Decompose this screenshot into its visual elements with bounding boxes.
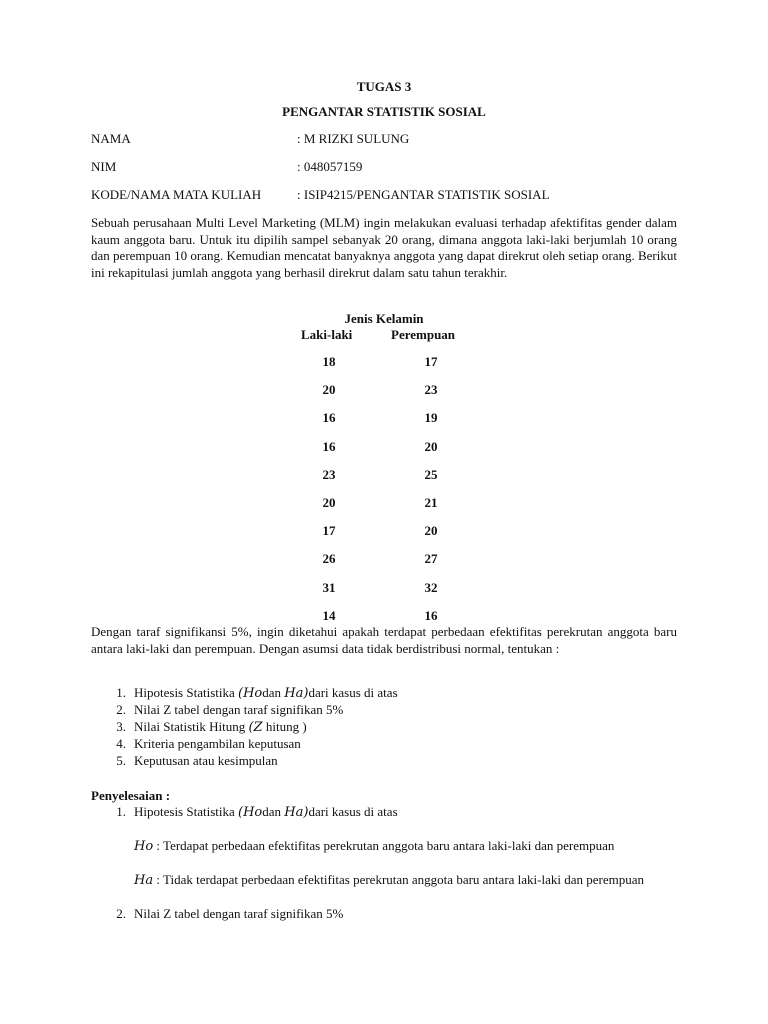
table-cell-perempuan: 23 — [424, 382, 438, 397]
table-cell-perempuan: 27 — [424, 551, 438, 566]
table-cell-laki-laki: 18 — [322, 354, 336, 369]
table-cell-perempuan: 20 — [424, 439, 438, 454]
table-cell-laki-laki: 31 — [322, 580, 336, 595]
nama-label: NAMA — [91, 131, 131, 146]
table-cell-laki-laki: 16 — [322, 439, 336, 454]
ho-symbol: (Ho — [238, 805, 263, 820]
table-cell-laki-laki: 23 — [322, 467, 336, 482]
table-cell-perempuan: 17 — [424, 354, 438, 369]
task-item-4 — [108, 736, 301, 752]
task-item-1 — [108, 685, 398, 702]
task-item-5 — [108, 753, 278, 769]
task-text: Hipotesis Statistika — [134, 804, 238, 819]
table-col1-header: Laki-laki — [301, 327, 353, 342]
task-item-2 — [108, 702, 343, 718]
intro-paragraph: Sebuah perusahaan Multi Level Marketing (MLM) ingin melakukan evaluasi terhadap afektifitas gender dalam kaum anggota baru. Untuk itu dipilih sampel sebanyak 20 orang, dimana anggota laki-laki berjumlah 10 orang dan perempuan 10 orang. Kemudian mencatat banyaknya anggota yang dapat direkrut oleh setiap orang. Berikut ini rekapitulasi jumlah anggota yang berhasil direkrut dalam satu tahun terakhir. — [91, 215, 677, 280]
kode-value: : ISIP4215/PENGANTAR STATISTIK SOSIAL — [297, 187, 550, 202]
doc-title: TUGAS 3 — [356, 79, 412, 94]
table-group-header: Jenis Kelamin — [344, 311, 424, 326]
task-text: dan — [262, 685, 285, 700]
solution-heading: Penyelesaian : — [91, 788, 171, 803]
task-text: Keputusan atau kesimpulan — [134, 753, 278, 768]
table-cell-perempuan: 20 — [424, 523, 438, 538]
task-item-3 — [108, 719, 307, 736]
table-cell-laki-laki: 14 — [322, 608, 336, 623]
ha-symbol: Ha — [134, 873, 154, 888]
table-cell-perempuan: 16 — [424, 608, 438, 623]
task-number: 2. — [116, 702, 126, 717]
ha-statement — [134, 872, 677, 890]
table-cell-laki-laki: 16 — [322, 410, 336, 425]
ha-symbol: Ha) — [284, 805, 309, 820]
solution-item-1 — [108, 804, 398, 821]
table-cell-perempuan: 32 — [424, 580, 438, 595]
ho-symbol: Ho — [134, 839, 154, 854]
task-number: 3. — [116, 719, 126, 734]
task-text: Hipotesis Statistika — [134, 685, 238, 700]
table-cell-perempuan: 19 — [424, 410, 438, 425]
kode-label: KODE/NAMA MATA KULIAH — [91, 187, 262, 202]
task-text: Kriteria pengambilan keputusan — [134, 736, 301, 751]
table-cell-laki-laki: 17 — [322, 523, 336, 538]
ho-symbol: (Ho — [238, 686, 263, 701]
doc-subtitle: PENGANTAR STATISTIK SOSIAL — [282, 104, 486, 119]
task-text: Nilai Z tabel dengan taraf signifikan 5% — [134, 702, 344, 717]
table-cell-perempuan: 21 — [424, 495, 438, 510]
table-cell-laki-laki: 20 — [322, 495, 336, 510]
task-text: dari kasus di atas — [308, 804, 398, 819]
ho-statement — [134, 838, 677, 856]
table-col2-header: Perempuan — [391, 327, 456, 342]
z-symbol: (Z — [248, 720, 263, 735]
task-number: 5. — [116, 753, 126, 768]
nim-label: NIM — [91, 159, 117, 174]
table-cell-laki-laki: 26 — [322, 551, 336, 566]
nama-value: : M RIZKI SULUNG — [297, 131, 410, 146]
ho-text: : Terdapat perbedaan efektifitas perekrutan anggota baru antara laki-laki dan perempuan — [153, 838, 615, 853]
task-number: 1. — [116, 685, 126, 700]
task-text: Nilai Statistik Hitung — [134, 719, 249, 734]
task-number: 4. — [116, 736, 126, 751]
task-text: dari kasus di atas — [308, 685, 398, 700]
task-number: 1. — [116, 804, 126, 819]
task-number: 2. — [116, 906, 126, 921]
task-text: dan — [262, 804, 285, 819]
ha-symbol: Ha) — [284, 686, 309, 701]
nim-value: : 048057159 — [297, 159, 363, 174]
table-cell-perempuan: 25 — [424, 467, 438, 482]
task-text: Nilai Z tabel dengan taraf signifikan 5% — [134, 906, 344, 921]
question-paragraph: Dengan taraf signifikansi 5%, ingin diketahui apakah terdapat perbedaan efektifitas perekrutan anggota baru antara laki-laki dan perempuan. Dengan asumsi data tidak berdistribusi normal, tentukan : — [91, 624, 677, 656]
task-text: hitung ) — [262, 719, 307, 734]
solution-item-2 — [108, 906, 343, 922]
ha-text: : Tidak terdapat perbedaan efektifitas perekrutan anggota baru antara laki-laki dan perempuan — [153, 872, 645, 887]
table-cell-laki-laki: 20 — [322, 382, 336, 397]
